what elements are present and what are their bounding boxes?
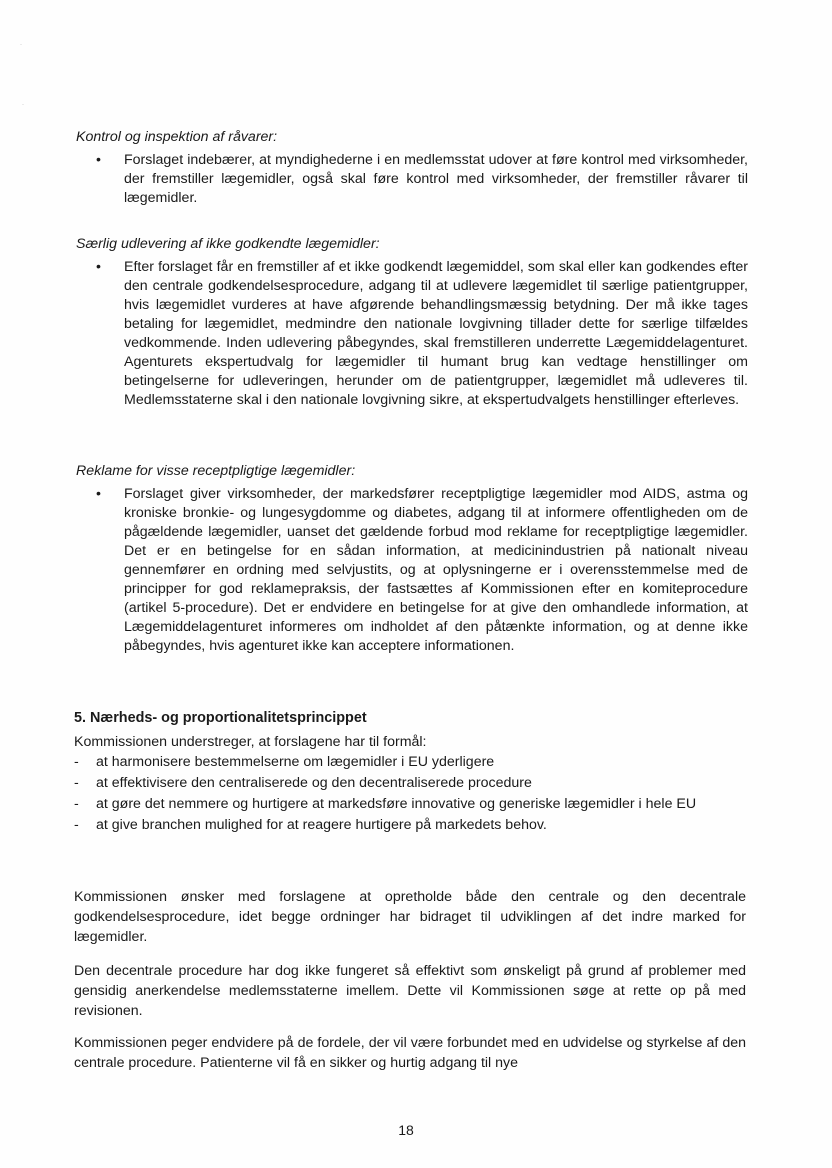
section-heading-5: 5. Nærheds- og proportionalitetsprincippet (74, 710, 367, 726)
objectives-list (74, 752, 754, 836)
list-item (74, 794, 754, 815)
page-number: 18 (398, 1122, 414, 1138)
list-item-text: at effektivisere den centraliserede og den decentraliserede procedure (96, 775, 532, 791)
scan-artifact-mark: · (22, 102, 24, 108)
subheading-kontrol: Kontrol og inspektion af råvarer: (76, 129, 278, 145)
bullet-icon: • (96, 152, 101, 168)
list-item (74, 815, 754, 836)
bullet-text-kontrol: Forslaget indebærer, at myndighederne i en medlemsstat udover at føre kontrol med virksomheder, der fremstiller lægemidler, også skal føre kontrol med virksomheder, der fremstiller råvarer til lægemidler. (124, 152, 748, 206)
body-paragraph: Kommissionen peger endvidere på de fordele, der vil være forbundet med en udvidelse og styrkelse af den centrale procedure. Patienterne vil få en sikker og hurtig adgang til nye (74, 1035, 746, 1071)
list-item-text: at gøre det nemmere og hurtigere at markedsføre innovative og generiske lægemidler i hele EU (96, 796, 697, 812)
bullet-text-saerlig-udlevering: Efter forslaget får en fremstiller af et ikke godkendt lægemiddel, som skal eller kan godkendes efter den centrale godkendelsesprocedure, adgang til at udlevere lægemidlet til særlige patientgrupper, hvis lægemidlet vurderes at have afgørende behandlingsmæssig betydning. Der må ikke tages betaling for lægemidlet, medmindre den nationale lovgivning tillader dette for særlige tilfældes vedkommende. Inden udlevering påbegyndes, skal fremstilleren underrette Lægemiddelagenturet. Agenturets ekspertudvalg for lægemidler til humant brug kan vedtage henstillinger om betingelserne for udleveringen, herunder om de patientgrupper, lægemidlet må udleveres til. Medlemsstaterne skal i den nationale lovgivning sikre, at ekspertudvalgets henstillinger efterleves. (124, 259, 748, 408)
dash-marker: - (74, 754, 79, 770)
dash-marker: - (74, 796, 79, 812)
list-item (74, 773, 754, 794)
list-item (74, 752, 754, 773)
bullet-icon: • (96, 259, 101, 275)
bullet-text-reklame: Forslaget giver virksomheder, der markedsfører receptpligtige lægemidler mod AIDS, astma og kroniske bronkie- og lungesygdomme og diabetes, adgang til at informere offentligheden om de pågældende lægemidler, uanset det gældende forbud mod reklame for receptpligtige lægemidler. Det er en betingelse for en sådan information, at medicinindustrien på nationalt niveau gennemfører en ordning med selvjustits, og at oplysningerne er i overensstemmelse med de principper for god reklamepraksis, der fastsættes af Kommissionen efter en komiteprocedure (artikel 5-procedure). Det er endvidere en betingelse for at give den omhandlede information, at Lægemiddelagenturet informeres om indholdet af den påtænkte information, og at denne ikke påbegyndes, hvis agenturet ikke kan acceptere informationen. (124, 486, 748, 654)
list-item-text: at harmonisere bestemmelserne om lægemidler i EU yderligere (96, 754, 495, 770)
body-paragraph: Kommissionen ønsker med forslagene at opretholde både den centrale og den decentrale godkendelsesprocedure, idet begge ordninger har bidraget til udviklingen af det indre marked for lægemidler. (74, 889, 746, 945)
bullet-item-saerlig-udlevering (96, 258, 748, 410)
body-paragraph: Den decentrale procedure har dog ikke fungeret så effektivt som ønskeligt på grund af problemer med gensidig anerkendelse medlemsstaterne imellem. Dette vil Kommissionen søge at rette op på med revisionen. (74, 963, 746, 1019)
list-item-text: at give branchen mulighed for at reagere hurtigere på markedets behov. (96, 817, 547, 833)
dash-marker: - (74, 775, 79, 791)
dash-marker: - (74, 817, 79, 833)
subheading-saerlig-udlevering: Særlig udlevering af ikke godkendte lægemidler: (76, 236, 380, 252)
bullet-icon: • (96, 486, 101, 502)
section-intro: Kommissionen understreger, at forslagene har til formål: (74, 734, 427, 750)
subheading-reklame: Reklame for visse receptpligtige lægemidler: (76, 463, 356, 479)
scan-artifact-mark: · (20, 42, 22, 48)
bullet-item-reklame (96, 485, 748, 656)
bullet-item-kontrol (96, 151, 748, 208)
